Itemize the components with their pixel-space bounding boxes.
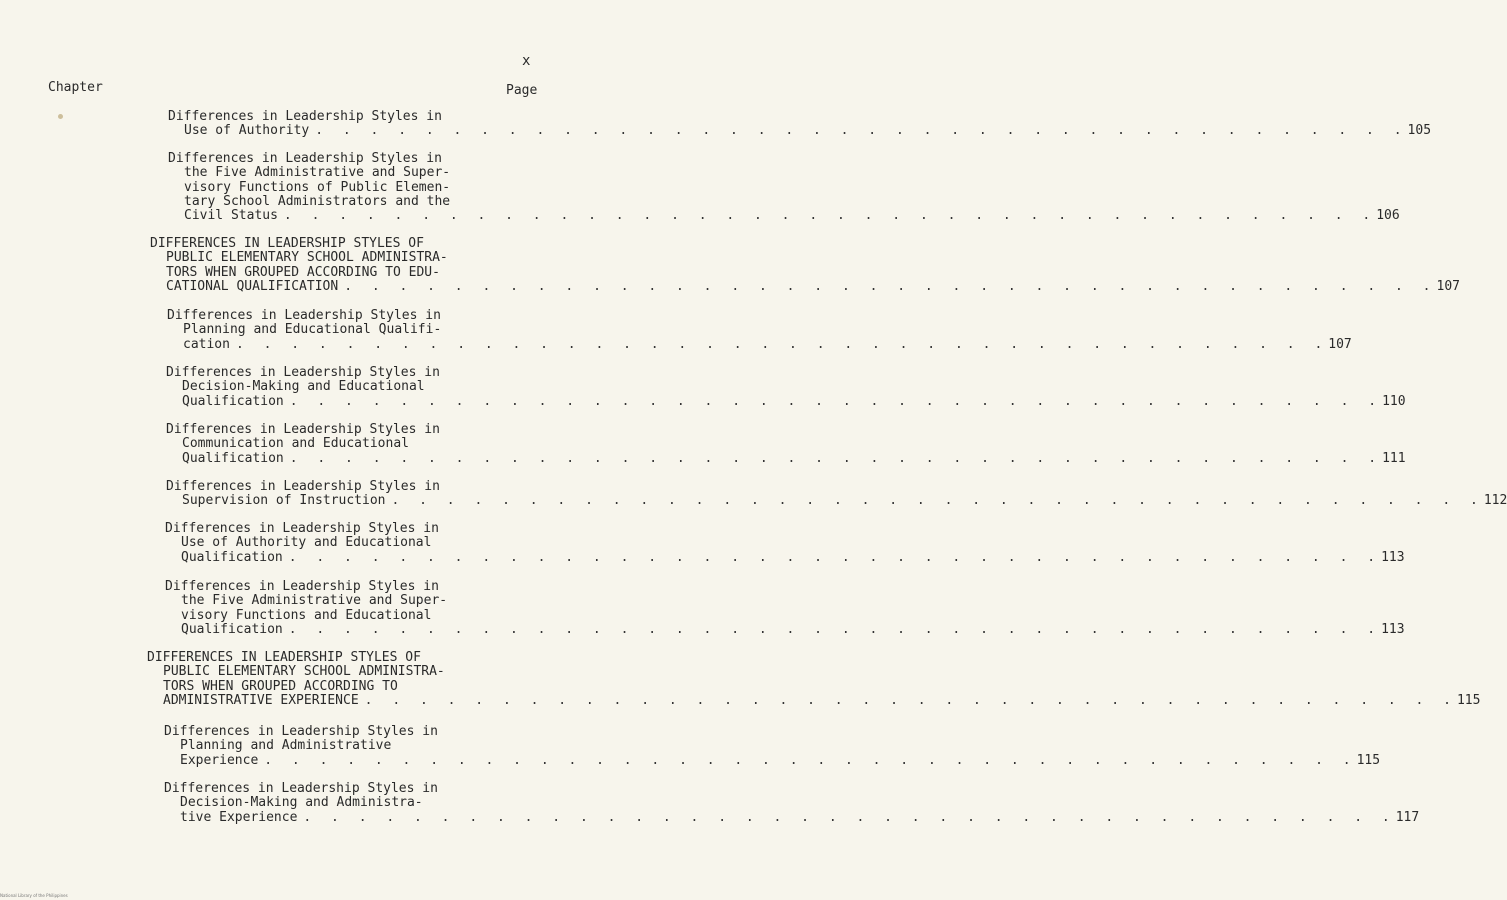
toc-entry-last-line [166,450,1406,466]
toc-entry [165,521,1405,565]
toc-entry-last-line [165,549,1405,565]
toc-entry-line: Differences in Leadership Styles in [166,422,440,437]
toc-entry-line: DIFFERENCES IN LEADERSHIP STYLES OF [147,650,421,665]
dot-leader: . . . . . . . . . . . . . . . . . . . . . . . . . . . . . . . . . . . . . . . . [289,450,1383,466]
toc-entry-line: visory Functions and Educational [181,607,432,623]
toc-entry [150,236,1460,294]
toc-entry-line: Differences in Leadership Styles in [165,579,439,594]
toc-entry-last-line [168,123,1432,139]
toc-entry-line: tary School Administrators and the [184,193,451,209]
toc-entry-line: Qualification [182,450,284,466]
toc-entry-line: Planning and Administrative [180,738,392,754]
toc-entry [166,479,1507,509]
dot-leader: . . . . . . . . . . . . . . . . . . . . . . . . . . . . . . . . . . . . . . . . [264,752,1357,768]
toc-entry-last-line [166,493,1507,509]
toc-entry-line: cation [183,336,230,352]
toc-page-number: 110 [1382,393,1406,409]
toc-page-number: 111 [1382,450,1406,466]
toc-page-number: 112 [1483,493,1507,509]
toc-entry-last-line [147,692,1481,708]
toc-entry-line: Differences in Leadership Styles in [164,781,438,796]
dot-leader: . . . . . . . . . . . . . . . . . . . . . . . . . . . . . . . . . . . . . . . . [315,123,1408,139]
toc-entry-line: tive Experience [180,809,298,825]
toc-entry [166,422,1406,466]
toc-entry-line: Differences in Leadership Styles in [164,724,438,739]
archive-footer: National Library of the Philippines [0,893,68,898]
dot-leader: . . . . . . . . . . . . . . . . . . . . . . . . . . . . . . . . . . . . . . . . [288,549,1382,565]
toc-page-number: 115 [1456,692,1481,708]
dot-leader: . . . . . . . . . . . . . . . . . . . . . . . . . . . . . . . . . . . . . . . . [303,809,1396,825]
toc-entry-line: PUBLIC ELEMENTARY SCHOOL ADMINISTRA- [163,664,445,680]
toc-entry-line: the Five Administrative and Super- [184,165,451,181]
toc-entry [165,579,1405,637]
dot-leader: . . . . . . . . . . . . . . . . . . . . . . . . . . . . . . . . . . . . . . . . [235,336,1329,352]
toc-page-number: 107 [1436,278,1460,294]
toc-entry-line: visory Functions of Public Elemen- [184,179,451,195]
toc-entry-line: the Five Administrative and Super- [181,593,448,609]
toc-entry-last-line [168,208,1400,224]
page-column-header: Page [506,83,538,98]
toc-entry-line: Qualification [181,621,283,637]
toc-entry-line: Use of Authority and Educational [181,535,432,551]
toc-page-number: 117 [1395,809,1420,825]
dot-leader: . . . . . . . . . . . . . . . . . . . . . . . . . . . . . . . . . . . . . . . . [364,692,1457,708]
toc-entry-line: Decision-Making and Educational [182,379,425,395]
toc-entry-line: Differences in Leadership Styles in [165,521,439,536]
dot-leader: . . . . . . . . . . . . . . . . . . . . . . . . . . . . . . . . . . . . . . . . [391,493,1484,509]
chapter-column-header: Chapter [48,80,103,95]
toc-entry-last-line [150,278,1460,294]
toc-entry-line: PUBLIC ELEMENTARY SCHOOL ADMINISTRA- [166,250,448,266]
toc-page-number: 115 [1356,752,1381,768]
toc-entry-line: Decision-Making and Administra- [180,795,423,811]
toc-entry-line: Experience [180,752,259,768]
toc-entry-line: Qualification [182,393,284,409]
toc-entry-line: CATIONAL QUALIFICATION [166,278,339,294]
toc-entry [164,781,1420,825]
toc-entry-line: ADMINISTRATIVE EXPERIENCE [163,692,359,708]
toc-entry-line: TORS WHEN GROUPED ACCORDING TO EDU- [166,264,440,280]
toc-entry-last-line [166,393,1406,409]
toc-entry-line: DIFFERENCES IN LEADERSHIP STYLES OF [150,236,424,251]
toc-entry-last-line [167,336,1352,352]
toc-entry [147,650,1481,708]
toc-entry-line: Use of Authority [184,123,310,139]
toc-entry-line: Communication and Educational [182,436,409,452]
toc-entry-line: Differences in Leadership Styles in [168,151,442,166]
toc-entry [168,151,1400,224]
paper-stain [58,114,63,119]
toc-entry-line: Differences in Leadership Styles in [167,308,441,323]
toc-entry-line: Planning and Educational Qualifi- [183,322,442,338]
toc-entry [164,724,1381,768]
roman-page-number: x [522,53,531,69]
toc-page-number: 113 [1381,621,1405,637]
toc-entry-line: Supervision of Instruction [182,493,386,509]
toc-entry [167,308,1352,352]
dot-leader: . . . . . . . . . . . . . . . . . . . . . . . . . . . . . . . . . . . . . . . . [289,393,1383,409]
toc-entry-line: Qualification [181,549,283,565]
dot-leader: . . . . . . . . . . . . . . . . . . . . . . . . . . . . . . . . . . . . . . . . [344,278,1437,294]
toc-entry [166,365,1406,409]
toc-page-number: 106 [1376,208,1400,224]
toc-page-number: 107 [1328,336,1352,352]
toc-page-number: 105 [1407,123,1432,139]
toc-entry-last-line [165,621,1405,637]
toc-entry-line: Differences in Leadership Styles in [166,479,440,494]
toc-entry-last-line [164,752,1381,768]
toc-entry [168,109,1432,139]
dot-leader: . . . . . . . . . . . . . . . . . . . . . . . . . . . . . . . . . . . . . . . . [288,621,1382,637]
toc-entry-line: Civil Status [184,208,278,224]
toc-entry-line: Differences in Leadership Styles in [166,365,440,380]
toc-entry-line: Differences in Leadership Styles in [168,109,442,124]
toc-page-number: 113 [1381,549,1405,565]
dot-leader: . . . . . . . . . . . . . . . . . . . . . . . . . . . . . . . . . . . . . . . . [283,208,1377,224]
toc-entry-line: TORS WHEN GROUPED ACCORDING TO [163,678,398,694]
toc-entry-last-line [164,809,1420,825]
